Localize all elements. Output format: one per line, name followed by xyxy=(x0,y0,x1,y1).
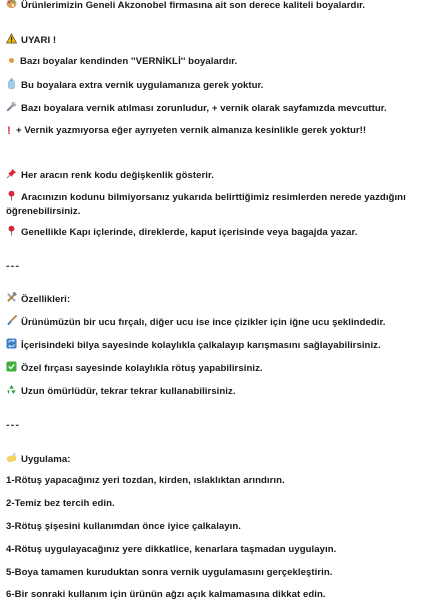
warning-item-text: Bu boyalara extra vernik uygulamanıza gerek yoktur. xyxy=(21,80,264,91)
feature-text: Özel fırçası sayesinde kolaylıkla rötuş yapabilirsiniz. xyxy=(21,363,263,374)
bottle-icon xyxy=(6,78,17,89)
red-exclamation-icon: ! xyxy=(7,125,11,137)
application-step: 5-Boya tamamen kuruduktan sonra vernik uygulamasını gerçekleştirin. xyxy=(6,567,333,578)
orange-dot-icon xyxy=(9,58,14,63)
round-pushpin-icon xyxy=(6,225,17,236)
feature-item xyxy=(6,338,420,353)
feature-text: Ürünümüzün bir ucu fırçalı, diğer ucu ise ince çizikler için iğne ucu şeklindedir. xyxy=(21,317,386,328)
application-title-line xyxy=(6,452,420,467)
features-title-line xyxy=(6,292,420,307)
feature-item xyxy=(6,361,420,376)
warning-item xyxy=(6,55,420,69)
paintbrush-icon xyxy=(6,315,17,326)
application-step: 6-Bir sonraki kullanım için ürünün ağzı açık kalmamasına dikkat edin. xyxy=(6,589,326,600)
separator: --- xyxy=(6,419,20,431)
pushpin-icon xyxy=(6,168,17,179)
wrench-icon xyxy=(6,101,17,112)
check-mark-icon xyxy=(6,361,17,372)
color-code-text: Aracınızın kodunu bilmiyorsanız yukarıda belirttiğimiz resimlerden nerede yazdığını öğrenebilirsiniz. xyxy=(6,192,406,217)
palette-icon xyxy=(6,0,17,9)
color-code-item xyxy=(6,168,420,183)
feature-item xyxy=(6,384,420,399)
feature-text: İçerisindeki bilya sayesinde kolaylıkla çalkalayıp karışmasını sağlayabilirsiniz. xyxy=(21,340,381,351)
warning-icon xyxy=(6,33,17,44)
repeat-icon xyxy=(6,338,17,349)
features-title: Özellikleri: xyxy=(21,294,71,305)
warning-item-text: + Vernik yazmıyorsa eğer ayrıyeten vernik almanıza kesinlikle gerek yoktur!! xyxy=(16,125,367,136)
warning-title-line xyxy=(6,33,420,48)
intro-line xyxy=(6,0,420,13)
feature-text: Uzun ömürlüdür, tekrar tekrar kullanabilirsiniz. xyxy=(21,386,236,397)
warning-item xyxy=(6,124,420,138)
recycle-icon xyxy=(6,384,17,395)
color-code-text: Genellikle Kapı içlerinde, direklerde, kaput içerisinde veya bagajda yazar. xyxy=(21,227,358,238)
warning-item xyxy=(6,101,420,116)
application-step: 1-Rötuş yapacağınız yeri tozdan, kirden, ıslaklıktan arındırın. xyxy=(6,475,285,486)
color-code-text: Her aracın renk kodu değişkenlik gösterir. xyxy=(21,170,214,181)
warning-item-text: Bazı boyalara vernik atılması zorunludur, + vernik olarak sayfamızda mevcuttur. xyxy=(21,103,387,114)
color-code-item xyxy=(6,225,420,240)
round-pushpin-icon xyxy=(6,190,17,201)
application-step: 2-Temiz bez tercih edin. xyxy=(6,498,115,509)
color-code-item xyxy=(6,190,420,219)
application-step: 4-Rötuş uygulayacağınız yere dikkatlice, kenarlara taşmadan uygulayın. xyxy=(6,544,337,555)
separator: --- xyxy=(6,260,20,272)
application-step: 3-Rötuş şişesini kullanımdan önce iyice çalkalayın. xyxy=(6,521,242,532)
feature-item xyxy=(6,315,420,330)
application-title: Uygulama: xyxy=(21,454,71,465)
warning-item xyxy=(6,78,420,93)
intro-text: Ürünlerimizin Geneli Akzonobel firmasına ait son derece kaliteli boyalardır. xyxy=(21,0,366,11)
soap-icon xyxy=(6,452,17,463)
tools-icon xyxy=(6,292,17,303)
warning-item-text: Bazı boyalar kendinden ''VERNİKLİ'' boyalardır. xyxy=(20,56,238,67)
warning-title: UYARI ! xyxy=(21,35,57,46)
